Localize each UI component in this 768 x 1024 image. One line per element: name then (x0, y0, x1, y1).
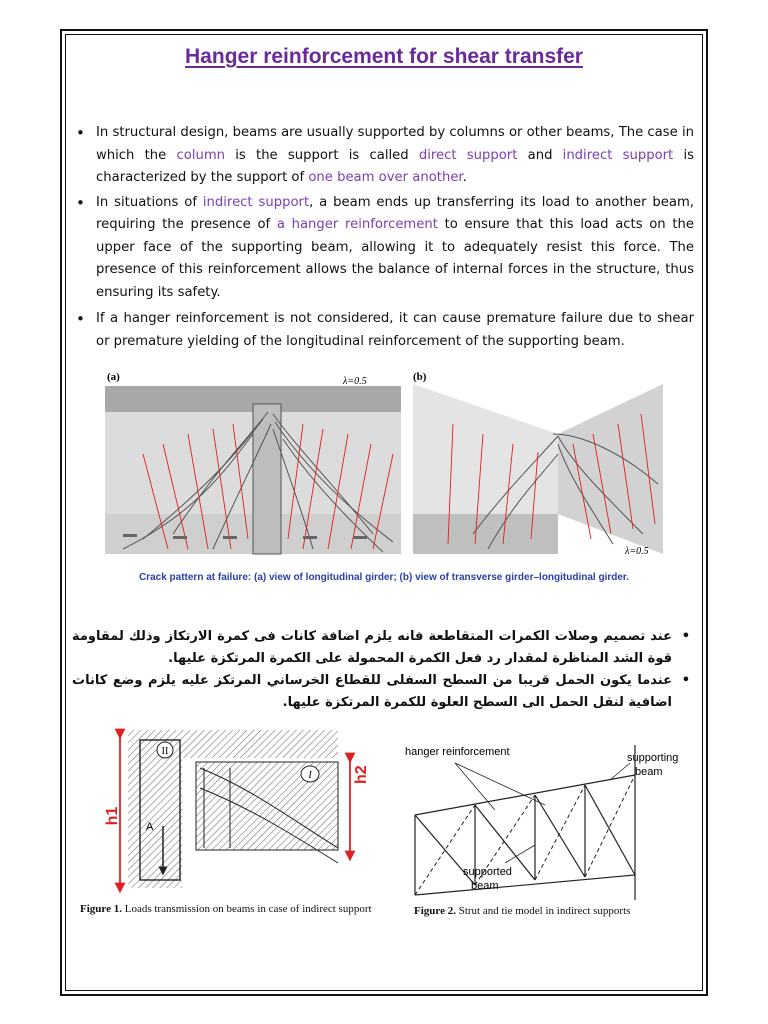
zone-1-label: I (308, 770, 312, 781)
term-hanger-reinforcement: a hanger reinforcement (276, 217, 438, 232)
figure-1-load-transmission (100, 728, 380, 904)
arabic-bullet-1: • عند تصميم وصلات الكمرات المتقاطعة فانه يلزم اضافة كانات فى كمرة الارتكاز وذلك لمقاومة قوة الشد المناظرة لمقدار رد فعل الكمرة المحمولة على الكمرة المرتكزة عليها. (72, 626, 694, 670)
point-a-label: A (146, 821, 154, 833)
photo-label-b: (b) (413, 371, 427, 383)
figure-1-caption (80, 903, 372, 915)
supporting-beam-label-line2: beam (635, 766, 663, 778)
figure-2-strut-and-tie (395, 735, 695, 903)
english-bullet-list (74, 122, 694, 355)
lambda-a: λ=0.5 (343, 376, 367, 387)
figure-2-caption-text: Strut and tie model in indirect supports (455, 905, 631, 917)
term-direct-support: direct support (418, 147, 518, 163)
arabic-bullet-2: • عندما يكون الحمل قريبا من السطح السفلى للقطاع الخرساني المرتكز عليه يلزم وضع كانات اضافية لنقل الحمل الى السطح العلوة للكمرة المرتكزة عليها. (72, 670, 694, 714)
bullet-hanger-reinforcement (74, 192, 694, 305)
text: is the support is called (225, 147, 419, 163)
text: , a beam ends up transferring its load to another beam, requiring the presence of (96, 194, 694, 232)
lambda-b: λ=0.5 (625, 546, 649, 557)
bullet-direct-indirect-support (74, 122, 694, 190)
figure-2-caption-label: Figure 2. (414, 905, 456, 917)
h1-label: h1 (104, 806, 121, 826)
term-indirect-support: indirect support (562, 147, 674, 163)
figure-1-caption-label: Figure 1. (80, 903, 122, 915)
term-one-beam-over-another: one beam over another (308, 170, 463, 185)
supported-beam-label-line2: beam (471, 880, 499, 892)
term-column: column (176, 147, 226, 163)
figure-1-caption-text: Loads transmission on beams in case of indirect support (121, 903, 372, 915)
text: In structural design, beams are usually supported by columns or other beams, The case in which the (96, 125, 694, 163)
text: If a hanger reinforcement is not considered, it can cause premature failure due to shear or premature yielding of the longitudinal reinforcement of the supporting beam. (96, 311, 694, 349)
bullet-premature-failure (74, 308, 694, 353)
photo-label-a: (a) (107, 371, 120, 383)
page-title: Hanger reinforcement for shear transfer (185, 45, 583, 68)
zone-2-label: II (161, 746, 169, 757)
photo-a-longitudinal-girder (105, 371, 401, 554)
text: In situations of (96, 194, 203, 210)
text: . (462, 170, 467, 185)
term-indirect-support-2: indirect support (202, 194, 310, 210)
photo-caption: Crack pattern at failure: (a) view of longitudinal girder; (b) view of transverse girder–longitudinal girder. (138, 572, 630, 583)
supporting-beam-label-line1: supporting (627, 752, 679, 764)
hanger-reinforcement-label: hanger reinforcement (405, 746, 510, 758)
figure-2-caption (414, 905, 630, 917)
text: and (517, 147, 563, 163)
text: is characterized by the support of (96, 147, 694, 185)
arabic-bullet-list (72, 626, 694, 714)
crack-pattern-photos (103, 364, 663, 584)
photo-b-transverse-girder (413, 371, 663, 557)
supported-beam-label-line1: supported (463, 866, 512, 878)
h2-label: h2 (353, 765, 370, 784)
text: to ensure that this load acts on the upper face of the supporting beam, allowing it to adequately resist this force. The presence of this reinforcement allows the balance of internal forces in the structure, thus ensuring its safety. (96, 217, 694, 300)
